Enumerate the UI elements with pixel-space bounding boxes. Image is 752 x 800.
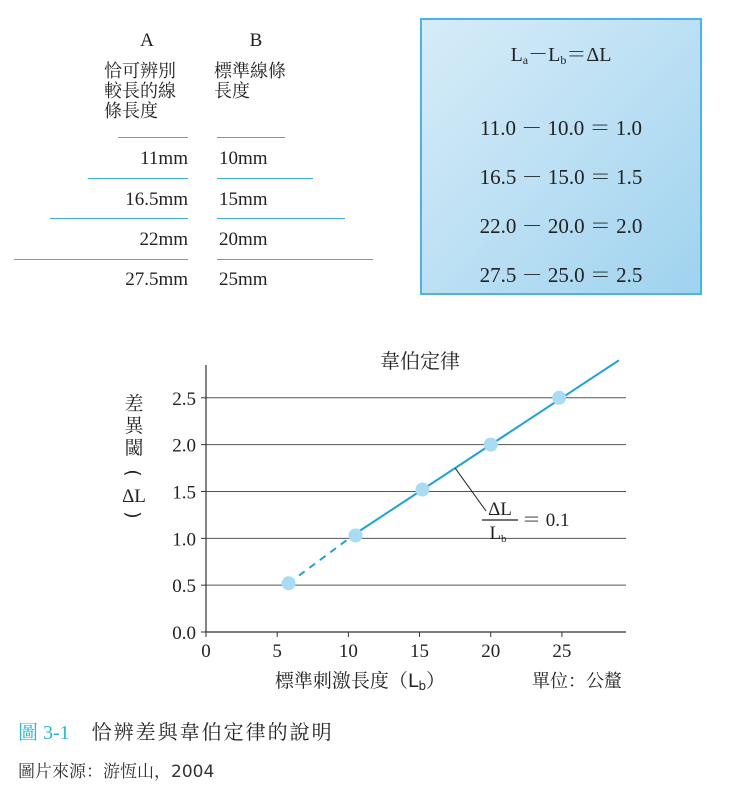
annotation-leader — [455, 468, 486, 511]
x-tick-label: 10 — [338, 641, 358, 662]
annotation-numerator: ΔL — [488, 499, 512, 520]
rule-b-1 — [217, 137, 285, 138]
line-layer — [289, 360, 619, 583]
dashed-line-segment — [289, 534, 356, 584]
annotation-denominator: Lb — [489, 523, 507, 545]
y-label-char: 差 — [124, 393, 144, 415]
y-tick-label: 2.5 — [172, 388, 196, 410]
rule-a-3 — [50, 218, 188, 219]
table-cell-b: 15mm — [219, 189, 268, 210]
eq-delta: ＝ΔL — [566, 44, 612, 66]
data-point — [282, 576, 296, 590]
col-b-desc-line: 長度 — [214, 81, 250, 102]
equation-row: 16.5 － 15.0 ＝ 1.5 — [479, 165, 643, 189]
y-tick-label: 1.5 — [172, 482, 196, 504]
x-tick-label: 0 — [201, 641, 211, 662]
eq-la-sub: a — [522, 53, 529, 67]
table-cell-b: 10mm — [219, 148, 268, 169]
table-cell-a: 27.5mm — [125, 269, 188, 290]
figure-title: 恰辨差與韋伯定律的說明 — [91, 720, 334, 744]
table-cell-b: 25mm — [219, 269, 268, 290]
y-axis-label — [122, 393, 146, 519]
table-cell-a: 22mm — [139, 229, 188, 250]
y-tick-label: 0.0 — [172, 623, 196, 644]
equation-row: 11.0 － 10.0 ＝ 1.0 — [480, 116, 642, 140]
x-tick-label: 25 — [552, 641, 572, 662]
annotation-value: ＝ 0.1 — [522, 510, 570, 531]
eq-lb: L — [548, 44, 561, 66]
y-label-unit: ΔL — [122, 486, 146, 507]
col-b-description — [214, 62, 286, 102]
figure-number: 圖 3-1 — [18, 722, 70, 744]
x-axis-label: 標準刺激長度（Lb） — [274, 670, 446, 693]
data-point — [552, 391, 566, 405]
rule-b-3 — [217, 218, 345, 219]
equation-row: 22.0 － 20.0 ＝ 2.0 — [479, 214, 643, 238]
weber-law-chart — [0, 330, 752, 700]
col-a-description — [104, 62, 176, 122]
y-tick-label: 0.5 — [172, 576, 196, 598]
figure-source: 圖片來源：游恆山，2004 — [18, 762, 215, 782]
y-tick-label: 1.0 — [172, 529, 196, 551]
data-point — [348, 529, 362, 543]
y-label-char: 異 — [124, 415, 144, 437]
col-a-desc-line: 較長的線 — [104, 81, 176, 102]
eq-lb-sub: b — [560, 53, 567, 67]
eq-minus: － — [528, 44, 549, 66]
axes-layer — [206, 365, 626, 632]
col-a-desc-line: 條長度 — [104, 101, 158, 122]
table-cell-b: 20mm — [219, 229, 268, 250]
col-b-letter: B — [249, 30, 263, 51]
equation-row: 27.5 － 25.0 ＝ 2.5 — [479, 263, 643, 287]
y-label-paren-open: ( — [122, 469, 144, 477]
points-layer — [282, 391, 567, 590]
figure-caption — [18, 716, 334, 745]
chart-title: 韋伯定律 — [380, 349, 460, 373]
col-b-desc-line: 標準線條 — [214, 61, 286, 82]
x-tick-label: 20 — [481, 641, 501, 662]
eq-la: L — [510, 44, 523, 66]
data-point — [415, 483, 429, 497]
x-tick-label: 5 — [272, 641, 282, 662]
table-cell-a: 16.5mm — [125, 189, 188, 210]
unit-label: 單位：公釐 — [532, 671, 622, 692]
rule-a-4 — [14, 259, 188, 260]
rule-b-4 — [217, 259, 373, 260]
equation-box — [420, 18, 702, 295]
col-a-letter: A — [140, 30, 154, 51]
rule-a-2 — [88, 178, 188, 179]
col-a-desc-line: 恰可辨別 — [104, 61, 176, 82]
slope-annotation — [455, 468, 569, 545]
y-tick-label: 2.0 — [172, 435, 196, 457]
equation-header — [422, 38, 700, 68]
rule-a-1 — [118, 137, 188, 138]
rule-b-2 — [217, 178, 313, 179]
table-cell-a: 11mm — [140, 148, 188, 169]
y-label-char: 閾 — [124, 437, 144, 459]
data-point — [484, 438, 498, 452]
y-label-paren-close: ) — [122, 511, 144, 519]
x-tick-label: 15 — [410, 641, 430, 662]
